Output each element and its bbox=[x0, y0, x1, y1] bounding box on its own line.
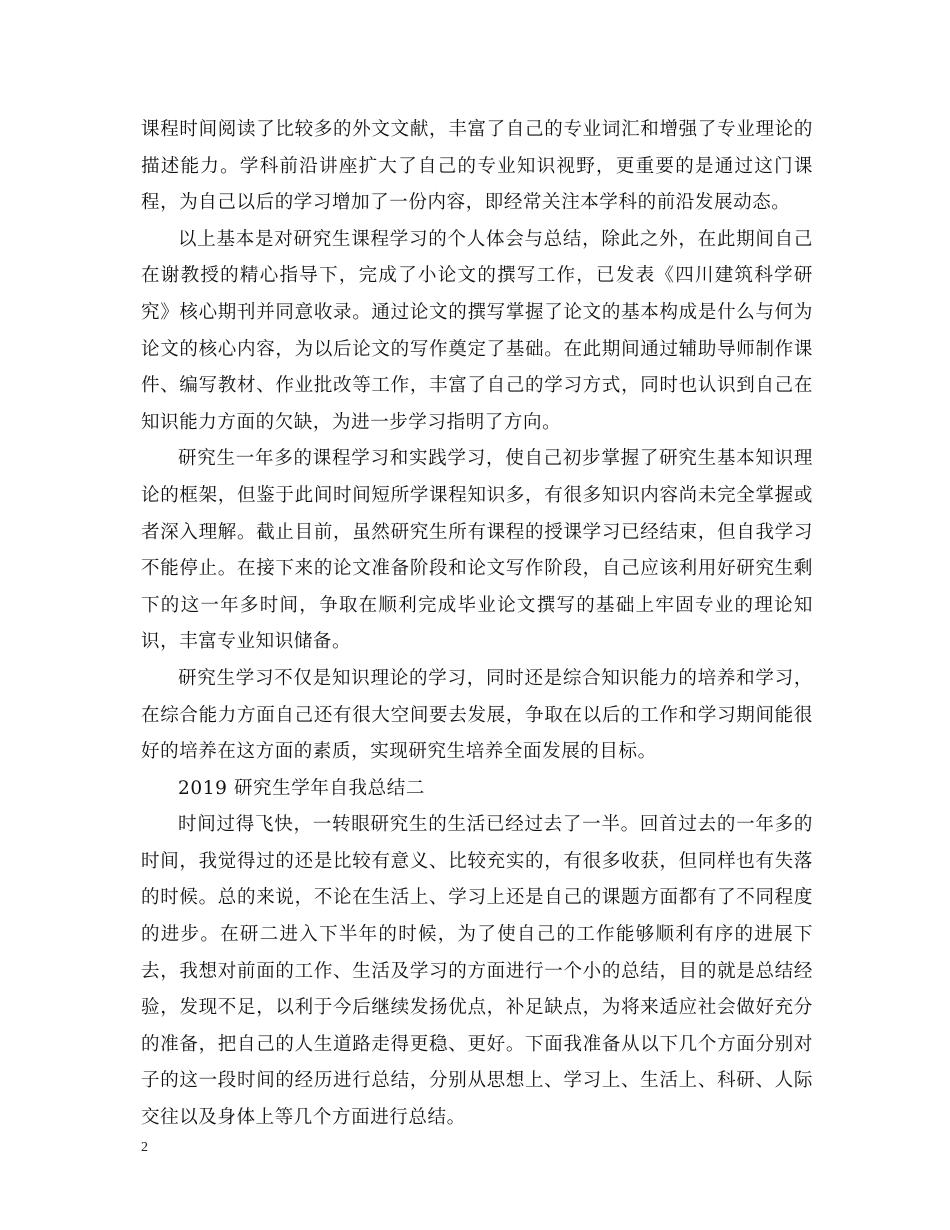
page-number: 2 bbox=[141, 1140, 148, 1155]
paragraph-paper-writing: 以上基本是对研究生课程学习的个人体会与总结，除此之外，在此期间自己在谢教授的精心指导下，完成了小论文的撰写工作，已发表《四川建筑科学研究》核心期刊并同意收录。通过论文的撰写掌握了论文的基本构成是什么与何为论文的核心内容，为以后论文的写作奠定了基础。在此期间通过辅助导师制作课件、编写教材、作业批改等工作，丰富了自己的学习方式，同时也认识到自己在知识能力方面的欠缺，为进一步学习指明了方向。 bbox=[141, 228, 813, 433]
document-body bbox=[141, 112, 813, 1137]
paragraph-ability-development: 研究生学习不仅是知识理论的学习，同时还是综合知识能力的培养和学习，在综合能力方面自己还有很大空间要去发展，争取在以后的工作和学习期间能很好的培养在这方面的素质，实现研究生培养全面发展的目标。 bbox=[141, 667, 813, 763]
paragraph-course-summary: 研究生一年多的课程学习和实践学习，使自己初步掌握了研究生基本知识理论的框架，但鉴于此间时间短所学课程知识多，有很多知识内容尚未完全掌握或者深入理解。截止目前，虽然研究生所有课程的授课学习已经结束，但自我学习不能停止。在接下来的论文准备阶段和论文写作阶段，自己应该利用好研究生剩下的这一年多时间，争取在顺利完成毕业论文撰写的基础上牢固专业的理论知识，丰富专业知识储备。 bbox=[141, 448, 813, 653]
section-heading: 2019 研究生学年自我总结二 bbox=[178, 777, 425, 799]
paragraph-course-reading: 课程时间阅读了比较多的外文文献，丰富了自己的专业词汇和增强了专业理论的描述能力。学科前沿讲座扩大了自己的专业知识视野，更重要的是通过这门课程，为自己以后的学习增加了一份内容，即经常关注本学科的前沿发展动态。 bbox=[141, 119, 813, 214]
paragraph-half-way-reflection: 时间过得飞快，一转眼研究生的生活已经过去了一半。回首过去的一年多的时间，我觉得过的还是比较有意义、比较充实的，有很多收获，但同样也有失落的时候。总的来说，不论在生活上、学习上还是自己的课题方面都有了不同程度的进步。在研二进入下半年的时候，为了使自己的工作能够顺利有序的进展下去，我想对前面的工作、生活及学习的方面进行一个小的总结，目的就是总结经验，发现不足，以利于今后继续发扬优点，补足缺点，为将来适应社会做好充分的准备，把自己的人生道路走得更稳、更好。下面我准备从以下几个方面分别对子的这一段时间的经历进行总结，分别从思想上、学习上、生活上、科研、人际交往以及身体上等几个方面进行总结。 bbox=[141, 814, 813, 1129]
